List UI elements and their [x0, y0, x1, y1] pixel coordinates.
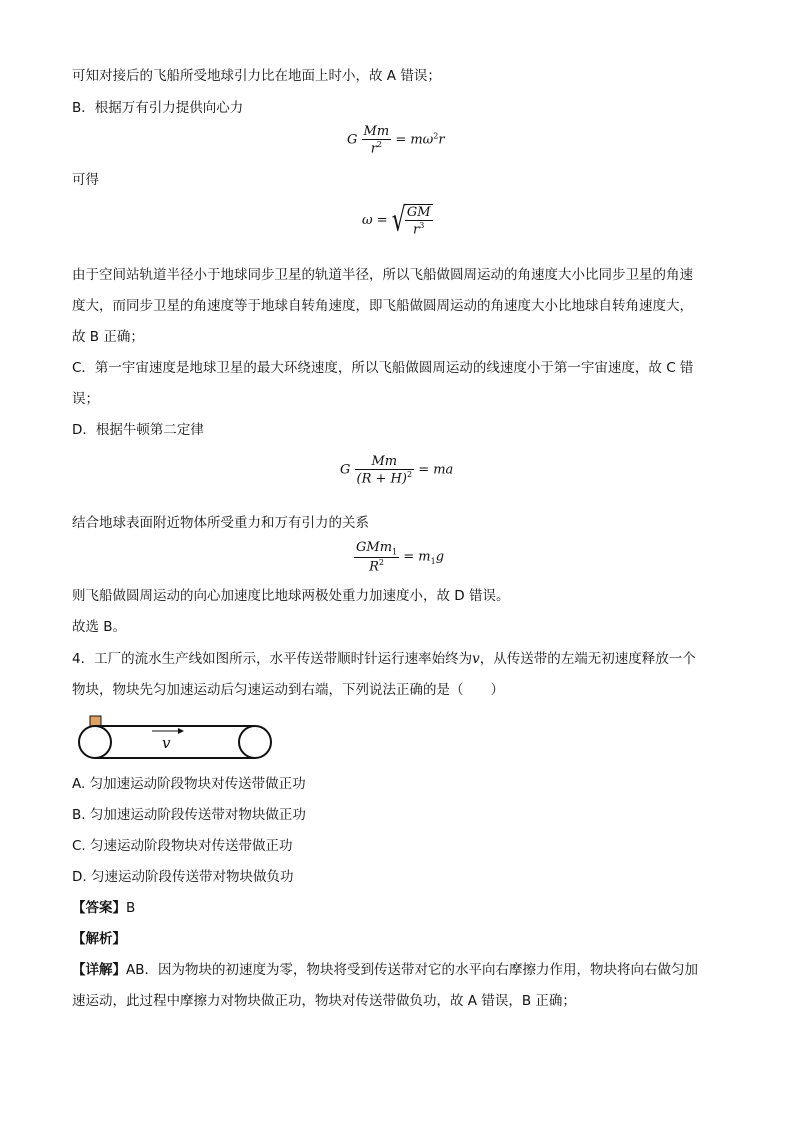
equation-newton-second-law: [340, 454, 453, 486]
q4-text-b: ，从传送带的左端无初速度释放一个: [479, 651, 696, 667]
text-line-11: 则飞船做圆周运动的向心加速度比地球两极处重力加速度小，故 D 错误。: [72, 588, 510, 604]
detail-line-1: [72, 960, 698, 980]
option-c: C. 匀速运动阶段物块对传送带做正功: [72, 838, 293, 854]
text-line-7: C．第一宇宙速度是地球卫星的最大环绕速度，所以飞船做圆周运动的线速度小于第一宇宙速度，故 C 错: [72, 360, 694, 376]
eq3-fraction: [355, 454, 415, 486]
eq4-num-base: GMm: [356, 540, 393, 555]
eq3-den-exp: 2: [406, 470, 413, 479]
eq2-fraction: [405, 205, 433, 237]
eq2-numerator: GM: [406, 205, 431, 220]
eq4-den-base: R: [369, 558, 379, 574]
text-line-1: 可知对接后的飞船所受地球引力比在地面上时小，故 A 错误；: [72, 68, 441, 84]
text-line-9: D．根据牛顿第二定律: [72, 422, 204, 438]
eq4-denominator: [354, 557, 399, 574]
q4-velocity-symbol: v: [472, 651, 480, 667]
detail-line-2: 速运动，此过程中摩擦力对物块做正功，物块对传送带做负功，故 A 错误，B 正确；: [72, 993, 576, 1009]
text-line-5: 度大，而同步卫星的角速度等于地球自转角速度，即飞船做圆周运动的角速度大小比地球自转角速度大，: [72, 298, 693, 314]
eq3-denominator: [355, 469, 415, 486]
eq1-g: G: [347, 132, 358, 148]
analysis-tag: 【解析】: [72, 931, 126, 947]
eq4-rhs: = m: [403, 549, 431, 565]
eq1-denominator: [362, 139, 392, 156]
block: [90, 716, 101, 726]
eq1-rhs-exp: 2: [433, 131, 439, 141]
equation-omega: [362, 201, 433, 240]
eq1-rhs-tail: r: [438, 132, 445, 148]
velocity-label: v: [162, 734, 171, 752]
eq2-den-exp: 3: [419, 221, 425, 230]
text-line-10: 结合地球表面附近物体所受重力和万有引力的关系: [72, 515, 369, 531]
equation-surface-gravity: [354, 540, 444, 574]
eq2-denominator: [405, 220, 433, 237]
eq1-den-base: r: [370, 141, 377, 157]
q4-text-a: 4．工厂的流水生产线如图所示，水平传送带顺时针运行速率始终为: [72, 651, 473, 667]
eq4-fraction: [354, 540, 399, 574]
eq2-den-base: r: [413, 222, 420, 238]
eq4-den-exp: 2: [378, 557, 384, 567]
text-line-8: 误；: [72, 391, 99, 407]
text-line-3: 可得: [72, 172, 99, 188]
eq4-numerator: [354, 540, 399, 557]
eq4-num-sub: 1: [392, 547, 398, 557]
option-b: B. 匀加速运动阶段传送带对物块做正功: [72, 807, 306, 823]
option-a: A. 匀加速运动阶段物块对传送带做正功: [72, 776, 306, 792]
left-pulley: [79, 726, 111, 758]
eq2-radicand: [405, 204, 433, 237]
question-4-stem-line-1: [72, 649, 696, 669]
answer-value: B: [126, 900, 136, 916]
sqrt-icon: √: [391, 201, 406, 240]
text-line-6: 故 B 正确；: [72, 329, 144, 345]
eq3-g: G: [340, 462, 351, 478]
eq4-rhs-tail: g: [435, 549, 445, 565]
eq1-fraction: [362, 124, 392, 156]
text-line-2: B．根据万有引力提供向心力: [72, 100, 244, 116]
equation-gravity-centripetal: [347, 124, 445, 156]
conveyor-belt-figure: [74, 712, 278, 762]
text-line-12: 故选 B。: [72, 619, 127, 635]
eq1-den-exp: 2: [376, 140, 382, 149]
eq1-numerator: Mm: [363, 124, 390, 139]
eq3-den-base: (R + H): [356, 471, 407, 487]
eq3-numerator: Mm: [371, 454, 398, 469]
velocity-arrowhead-icon: [178, 728, 184, 734]
eq2-lhs: ω =: [362, 213, 388, 229]
question-4-stem-line-2: 物块，物块先匀加速运动后匀速运动到右端，下列说法正确的是（ ）: [72, 682, 504, 698]
detail-tag: 【详解】: [72, 962, 126, 978]
option-d: D. 匀速运动阶段传送带对物块做负功: [72, 869, 294, 885]
detail-text-1: AB．因为物块的初速度为零，物块将受到传送带对它的水平向右摩擦力作用，物块将向右做匀加: [126, 962, 698, 978]
eq3-rhs: = ma: [418, 462, 454, 478]
answer-tag: 【答案】: [72, 900, 126, 916]
right-pulley: [239, 726, 271, 758]
eq4-rhs-sub: 1: [430, 557, 436, 567]
answer-line: [72, 898, 135, 918]
text-line-4: 由于空间站轨道半径小于地球同步卫星的轨道半径，所以飞船做圆周运动的角速度大小比同步卫星的角速: [72, 267, 693, 283]
eq1-rhs: = mω: [395, 132, 434, 148]
